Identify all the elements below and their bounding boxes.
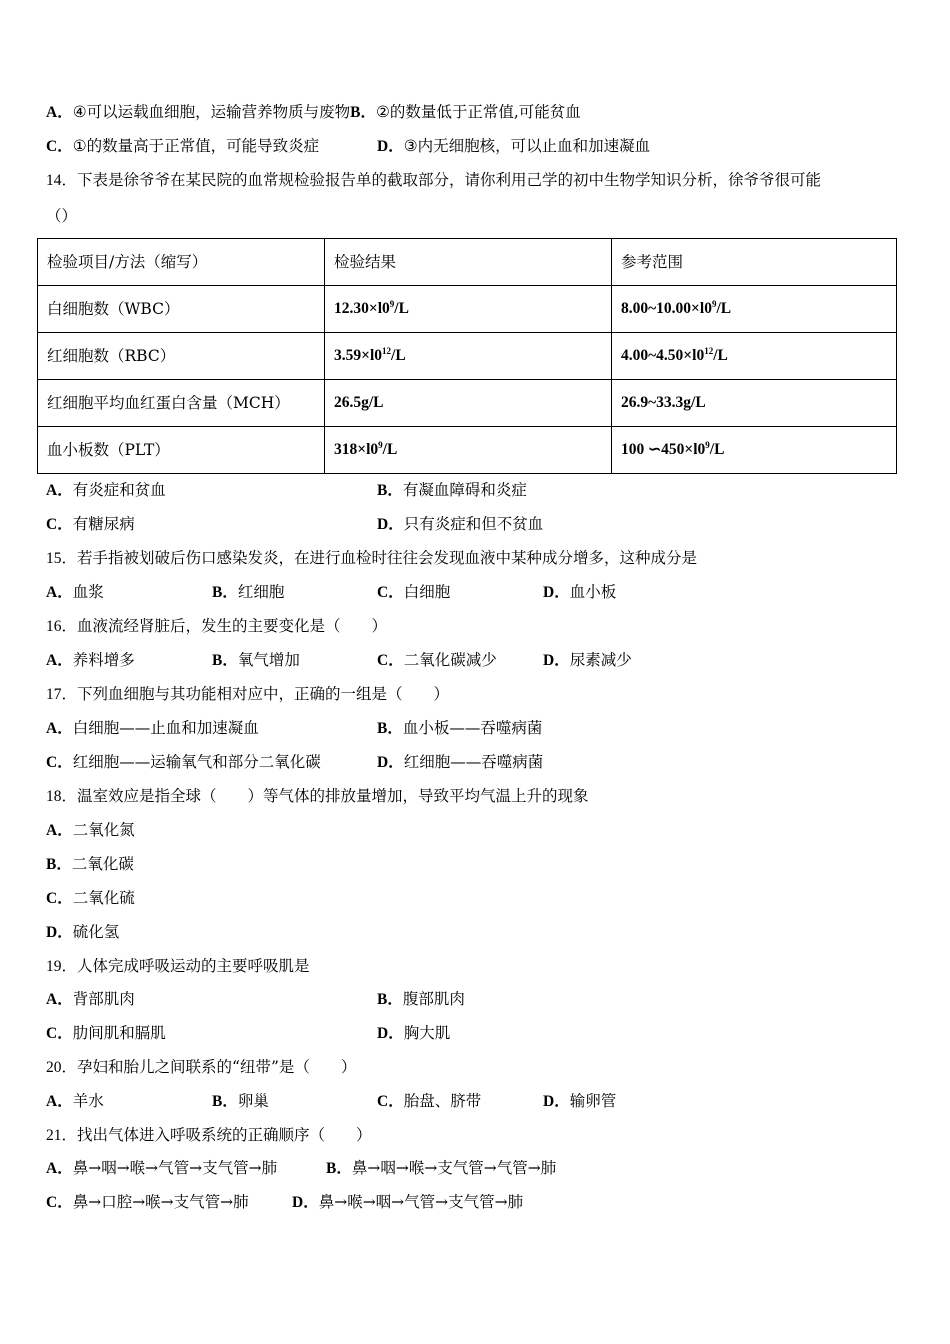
option-text: 胎盘、脐带	[403, 1092, 482, 1110]
option-text: 血浆	[72, 583, 104, 601]
question-21-stem	[46, 1126, 372, 1146]
option-label: D．	[377, 138, 404, 155]
option-text: 有凝血障碍和炎症	[402, 481, 527, 499]
option-text: 背部肌肉	[72, 990, 135, 1008]
option-label: C．	[377, 652, 404, 669]
option-label: A．	[46, 584, 73, 601]
question-text: 温室效应是指全球（ ）等气体的排放量增加，导致平均气温上升的现象	[77, 787, 589, 805]
option-text: 羊水	[72, 1092, 104, 1110]
q15-options	[46, 583, 906, 603]
q13-options-row1	[46, 103, 581, 123]
q18-option-a	[46, 821, 135, 841]
question-text: 人体完成呼吸运动的主要呼吸肌是	[77, 957, 310, 975]
q18-option-c	[46, 889, 135, 909]
q14-options-row2	[46, 515, 544, 535]
option-label: A．	[46, 482, 73, 499]
question-text: 下列血细胞与其功能相对应中，正确的一组是（ ）	[77, 685, 450, 703]
option-text: 二氧化氮	[72, 821, 135, 839]
option-text: 卵巢	[237, 1092, 269, 1110]
q16-options	[46, 651, 906, 671]
table-cell-item: 红细胞数（RBC）	[38, 333, 325, 380]
question-text: 找出气体进入呼吸系统的正确顺序（ ）	[77, 1126, 372, 1144]
table-header-cell: 检验项目/方法（缩写）	[38, 239, 325, 286]
option-label: B．	[212, 652, 238, 669]
option-text: 胸大肌	[403, 1024, 451, 1042]
option-label: C．	[377, 1093, 404, 1110]
question-text: 下表是徐爷爷在某民院的血常规检验报告单的截取部分，请你利用己学的初中生物学知识分析，徐爷爷很可能	[77, 171, 822, 189]
question-19-stem	[46, 957, 310, 977]
table-cell-result: $318\times l0^9/L$	[325, 427, 612, 474]
q17-options-row2	[46, 753, 906, 773]
option-label: D．	[377, 754, 404, 771]
question-number: 20．	[46, 1059, 78, 1076]
option-text: ①的数量高于正常值，可能导致炎症	[72, 137, 320, 155]
option-text: 只有炎症和但不贫血	[403, 515, 544, 533]
option-text: 鼻→喉→咽→气管→支气管→肺	[318, 1193, 524, 1211]
option-label: B．	[377, 482, 403, 499]
question-number: 21．	[46, 1127, 78, 1144]
question-number: 18．	[46, 788, 78, 805]
table-cell-result: $12.30\times l0^9/L$	[325, 286, 612, 333]
table-row	[38, 380, 897, 427]
table-row	[38, 427, 897, 474]
question-number: 16．	[46, 618, 78, 635]
option-label: B．	[212, 584, 238, 601]
table-header-cell: 检验结果	[325, 239, 612, 286]
option-label: B．	[326, 1160, 352, 1177]
option-label: D．	[543, 1093, 570, 1110]
q18-option-d	[46, 923, 119, 943]
option-label: D．	[377, 516, 404, 533]
q19-options-row1	[46, 990, 906, 1010]
option-label: A．	[46, 104, 73, 121]
option-label: C．	[377, 584, 404, 601]
question-number: 17．	[46, 686, 78, 703]
option-label: A．	[46, 652, 73, 669]
option-label: A．	[46, 720, 73, 737]
table-header-row	[38, 239, 897, 286]
q13-options-row2	[46, 137, 651, 157]
q17-options-row1	[46, 719, 906, 739]
table-row	[38, 333, 897, 380]
table-cell-item: 血小板数（PLT）	[38, 427, 325, 474]
question-number: 14．	[46, 172, 78, 189]
blood-test-report-table	[37, 238, 897, 474]
q21-options-row2	[46, 1193, 906, 1213]
question-18-stem	[46, 787, 589, 807]
option-label: B．	[212, 1093, 238, 1110]
table-cell-range: 26.9~33.3g/L	[612, 380, 897, 427]
option-text: 有糖尿病	[72, 515, 135, 533]
question-14-stem	[46, 171, 821, 191]
table-cell-result: $3.59\times l0^{12}/L$	[325, 333, 612, 380]
option-label: B．	[377, 720, 403, 737]
option-label: D．	[377, 1025, 404, 1042]
option-text: 红细胞——运输氧气和部分二氧化碳	[72, 753, 321, 771]
option-text: 鼻→咽→喉→气管→支气管→肺	[72, 1159, 278, 1177]
question-14-paren: （）	[46, 207, 78, 225]
option-text: 输卵管	[569, 1092, 617, 1110]
option-text: 红细胞——吞噬病菌	[403, 753, 544, 771]
option-text: 血小板——吞噬病菌	[402, 719, 543, 737]
q19-options-row2	[46, 1024, 906, 1044]
option-text: 肋间肌和膈肌	[72, 1024, 166, 1042]
table-cell-range: $4.00\sim 4.50\times l0^{12}/L$	[612, 333, 897, 380]
question-text: 血液流经肾脏后，发生的主要变化是（ ）	[77, 617, 388, 635]
table-cell-range: 100 $∽450\times l0^9/L$	[612, 427, 897, 474]
question-number: 19．	[46, 958, 78, 975]
option-text: 有炎症和贫血	[72, 481, 166, 499]
option-text: 红细胞	[237, 583, 285, 601]
table-cell-item: 白细胞数（WBC）	[38, 286, 325, 333]
option-label: A．	[46, 822, 73, 839]
table-cell-range: $8.00\sim 10.00\times l0^9/L$	[612, 286, 897, 333]
option-label: A．	[46, 991, 73, 1008]
option-text: ②的数量低于正常值,可能贫血	[375, 103, 581, 121]
option-label: C．	[46, 1025, 73, 1042]
option-text: 鼻→咽→喉→支气管→气管→肺	[351, 1159, 557, 1177]
option-label: D．	[543, 652, 570, 669]
option-text: 二氧化碳减少	[403, 651, 497, 669]
option-text: 鼻→口腔→喉→支气管→肺	[72, 1193, 249, 1211]
table-header-cell: 参考范围	[612, 239, 897, 286]
option-text: 白细胞——止血和加速凝血	[72, 719, 259, 737]
table-cell-result: 26.5g/L	[325, 380, 612, 427]
option-text: 硫化氢	[72, 923, 120, 941]
option-text: 养料增多	[72, 651, 135, 669]
option-label: C．	[46, 890, 73, 907]
option-text: 血小板	[569, 583, 617, 601]
option-label: B．	[377, 991, 403, 1008]
option-text: 氧气增加	[237, 651, 300, 669]
question-16-stem	[46, 617, 387, 637]
option-text: ④可以运载血细胞，运输营养物质与废物	[72, 103, 351, 121]
q18-option-b	[46, 855, 134, 875]
option-text: 二氧化碳	[71, 855, 134, 873]
option-label: B．	[350, 104, 376, 121]
question-20-stem	[46, 1058, 356, 1078]
option-label: C．	[46, 138, 73, 155]
question-text: 孕妇和胎儿之间联系的“纽带”是（ ）	[77, 1058, 357, 1076]
table-cell-item: 红细胞平均血红蛋白含量（MCH）	[38, 380, 325, 427]
option-label: D．	[543, 584, 570, 601]
question-number: 15．	[46, 550, 78, 567]
option-label: D．	[46, 924, 73, 941]
table-row	[38, 286, 897, 333]
question-text: 若手指被划破后伤口感染发炎，在进行血检时往往会发现血液中某种成分增多，这种成分是	[77, 549, 698, 567]
option-text: ③内无细胞核，可以止血和加速凝血	[403, 137, 651, 155]
option-text: 腹部肌肉	[402, 990, 465, 1008]
option-label: C．	[46, 516, 73, 533]
option-label: C．	[46, 754, 73, 771]
option-text: 二氧化硫	[72, 889, 135, 907]
q21-options-row1	[46, 1159, 906, 1179]
option-label: A．	[46, 1093, 73, 1110]
question-17-stem	[46, 685, 449, 705]
option-text: 白细胞	[403, 583, 451, 601]
q14-options-row1	[46, 481, 527, 501]
option-label: C．	[46, 1194, 73, 1211]
option-label: B．	[46, 856, 72, 873]
option-label: D．	[292, 1194, 319, 1211]
q20-options	[46, 1092, 906, 1112]
option-text: 尿素减少	[569, 651, 632, 669]
option-label: A．	[46, 1160, 73, 1177]
question-15-stem	[46, 549, 697, 569]
